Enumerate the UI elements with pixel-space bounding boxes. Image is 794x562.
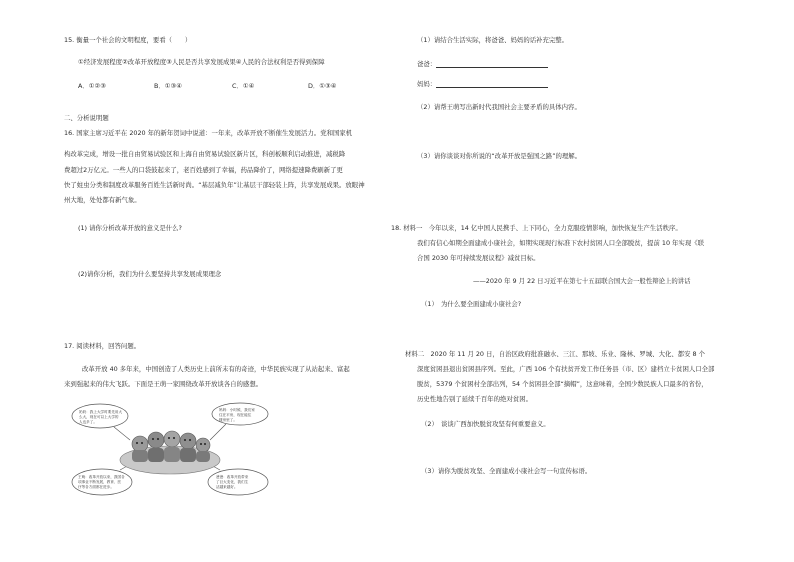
q18-line: 18. 材料一 今年以来，14 亿中国人民携手、上下同心，全力克服疫情影响，加快恢复生产生活秩序。 (391, 224, 682, 232)
q16-line: 费超过2万亿元。一些人的口袋鼓起来了，老百姓感到了幸福，药品降价了，网络提速降费刷新了更 (64, 166, 343, 174)
q17-para: 来到强起来的伟大飞跃。下面是王萌一家围绕改革开放谈各自的感想。 (64, 380, 263, 388)
q15-option-d: D．①③④ (308, 82, 337, 90)
svg-text:么大，现在可以上大学的: 么大，现在可以上大学的 (79, 415, 119, 419)
mom-label: 妈妈： (417, 80, 437, 88)
q16-line: 构改革完成，增设一批自由贸易试验区和上海自由贸易试验区新片区，科创板顺利启动推进，减税降 (64, 150, 346, 158)
svg-text:项事业不断发展，教育、医: 项事业不断发展，教育、医 (78, 480, 122, 484)
q18-source: ——2020 年 9 月 22 日习近平在第七十五届联合国大会一般性辩论上的讲话 (473, 277, 691, 285)
mom-answer-row (417, 80, 548, 88)
q15-option-b: B．①③④ (154, 82, 182, 90)
family-figures (120, 431, 220, 474)
svg-text:住在平房，现在能住: 住在平房，现在能住 (219, 413, 252, 417)
q16-sub1: (1) 请你分析改革开放的意义是什么? (78, 224, 182, 232)
section-title: 二、分析说明题 (64, 114, 109, 122)
bubble-text-dad: 爸爸：改革开放带来 (216, 475, 249, 479)
q18-sub1: （1） 为什么要全面建成小康社会? (421, 300, 522, 308)
mom-answer-line[interactable] (436, 80, 548, 88)
q18-sub3: （3）请你为脱贫攻坚、全面建成小康社会写一句宣传标语。 (421, 467, 592, 475)
dad-answer-row (417, 60, 548, 68)
bubble-text-grandma: 奶奶：我上大学时要先用大 (79, 410, 123, 414)
svg-text:了巨大变化，我们生: 了巨大变化，我们生 (216, 480, 249, 484)
q18-line: 我们有信心如期全面建成小康社会，如期实现现行标准下农村贫困人口全部脱贫，提前 10 年实现《联 (417, 239, 704, 247)
bubble-text-wangmeng: 王萌：改革开放以来，我国各 (78, 475, 125, 479)
dad-label: 爸爸： (417, 60, 437, 68)
q18-m2-line: 历史性地告别了延续千百年的绝对贫困。 (417, 395, 533, 403)
q18-sub2: （2） 谈谈广西加快脱贫攻坚有何重要意义。 (421, 420, 550, 428)
dad-answer-line[interactable] (436, 60, 548, 68)
svg-text:活越来越好。: 活越来越好。 (216, 485, 238, 489)
svg-text:人也多了。: 人也多了。 (79, 420, 97, 424)
q17-sub2: （2）请帮王萌写出新时代我国社会主要矛盾的具体内容。 (417, 103, 581, 111)
q16-sub2: (2)请你分析，我们为什么要坚持共享发展成果理念 (78, 270, 222, 278)
family-comic-illustration (70, 402, 270, 500)
q15-option-a: A．①②③ (78, 82, 106, 90)
q16-line: 州大地，处处都有新气象。 (64, 196, 141, 204)
q18-m2-line: 材料二 2020 年 11 月 20 日，自治区政府批准融水、三江、那坡、乐业、隆林、罗城、大化、都安 8 个 (405, 350, 706, 358)
q18-line: 合国 2030 年可持续发展议程》减贫目标。 (417, 254, 540, 262)
svg-text:疗等各方面都在进步。: 疗等各方面都在进步。 (78, 485, 114, 489)
q17-para: 改革开放 40 多年来，中国创造了人类历史上前所未有的奇迹，中华民族实现了从站起来、富起 (82, 365, 350, 373)
q15-stem: 15. 衡量一个社会的文明程度，要看（ ） (64, 36, 192, 44)
q17-sub1: （1）请结合生活实际，将爸爸、妈妈的话补充完整。 (417, 36, 569, 44)
q17-sub3: （3）请你谈谈对你所说的“改革开放是强国之路”的理解。 (417, 152, 582, 160)
bubble-text-mom: 妈妈：小时候，我们家 (219, 408, 255, 412)
q18-m2-line: 脱贫，5379 个贫困村全部出列，54 个贫困县全部“摘帽”，这意味着，全国少数民族人口最多的省份， (417, 380, 708, 388)
q15-items: ①经济发展程度②改革开放程度③人民是否共享发展成果④人民的合法权利是否得到保障 (78, 58, 325, 66)
q17-stem: 17. 阅读材料，回答问题。 (64, 342, 141, 350)
q15-option-c: C．①④ (232, 82, 255, 90)
q18-m2-line: 深度贫困县退出贫困县序列。至此，广西 106 个有扶贫开发工作任务县（市、区）建档立卡贫困人口全部 (417, 365, 715, 373)
q16-line: 16. 国家主席习近平在 2020 年的新年贺词中说道：一年来，改革开放不断催生发展活力。党和国家机 (64, 129, 353, 137)
svg-text:楼房里了。: 楼房里了。 (219, 418, 237, 422)
q16-line: 快了蛀虫分类和制度改革服务百姓生活新时尚。“基层减负年”让基层干部轻装上阵，共享发展成果。放眼神 (64, 181, 365, 189)
